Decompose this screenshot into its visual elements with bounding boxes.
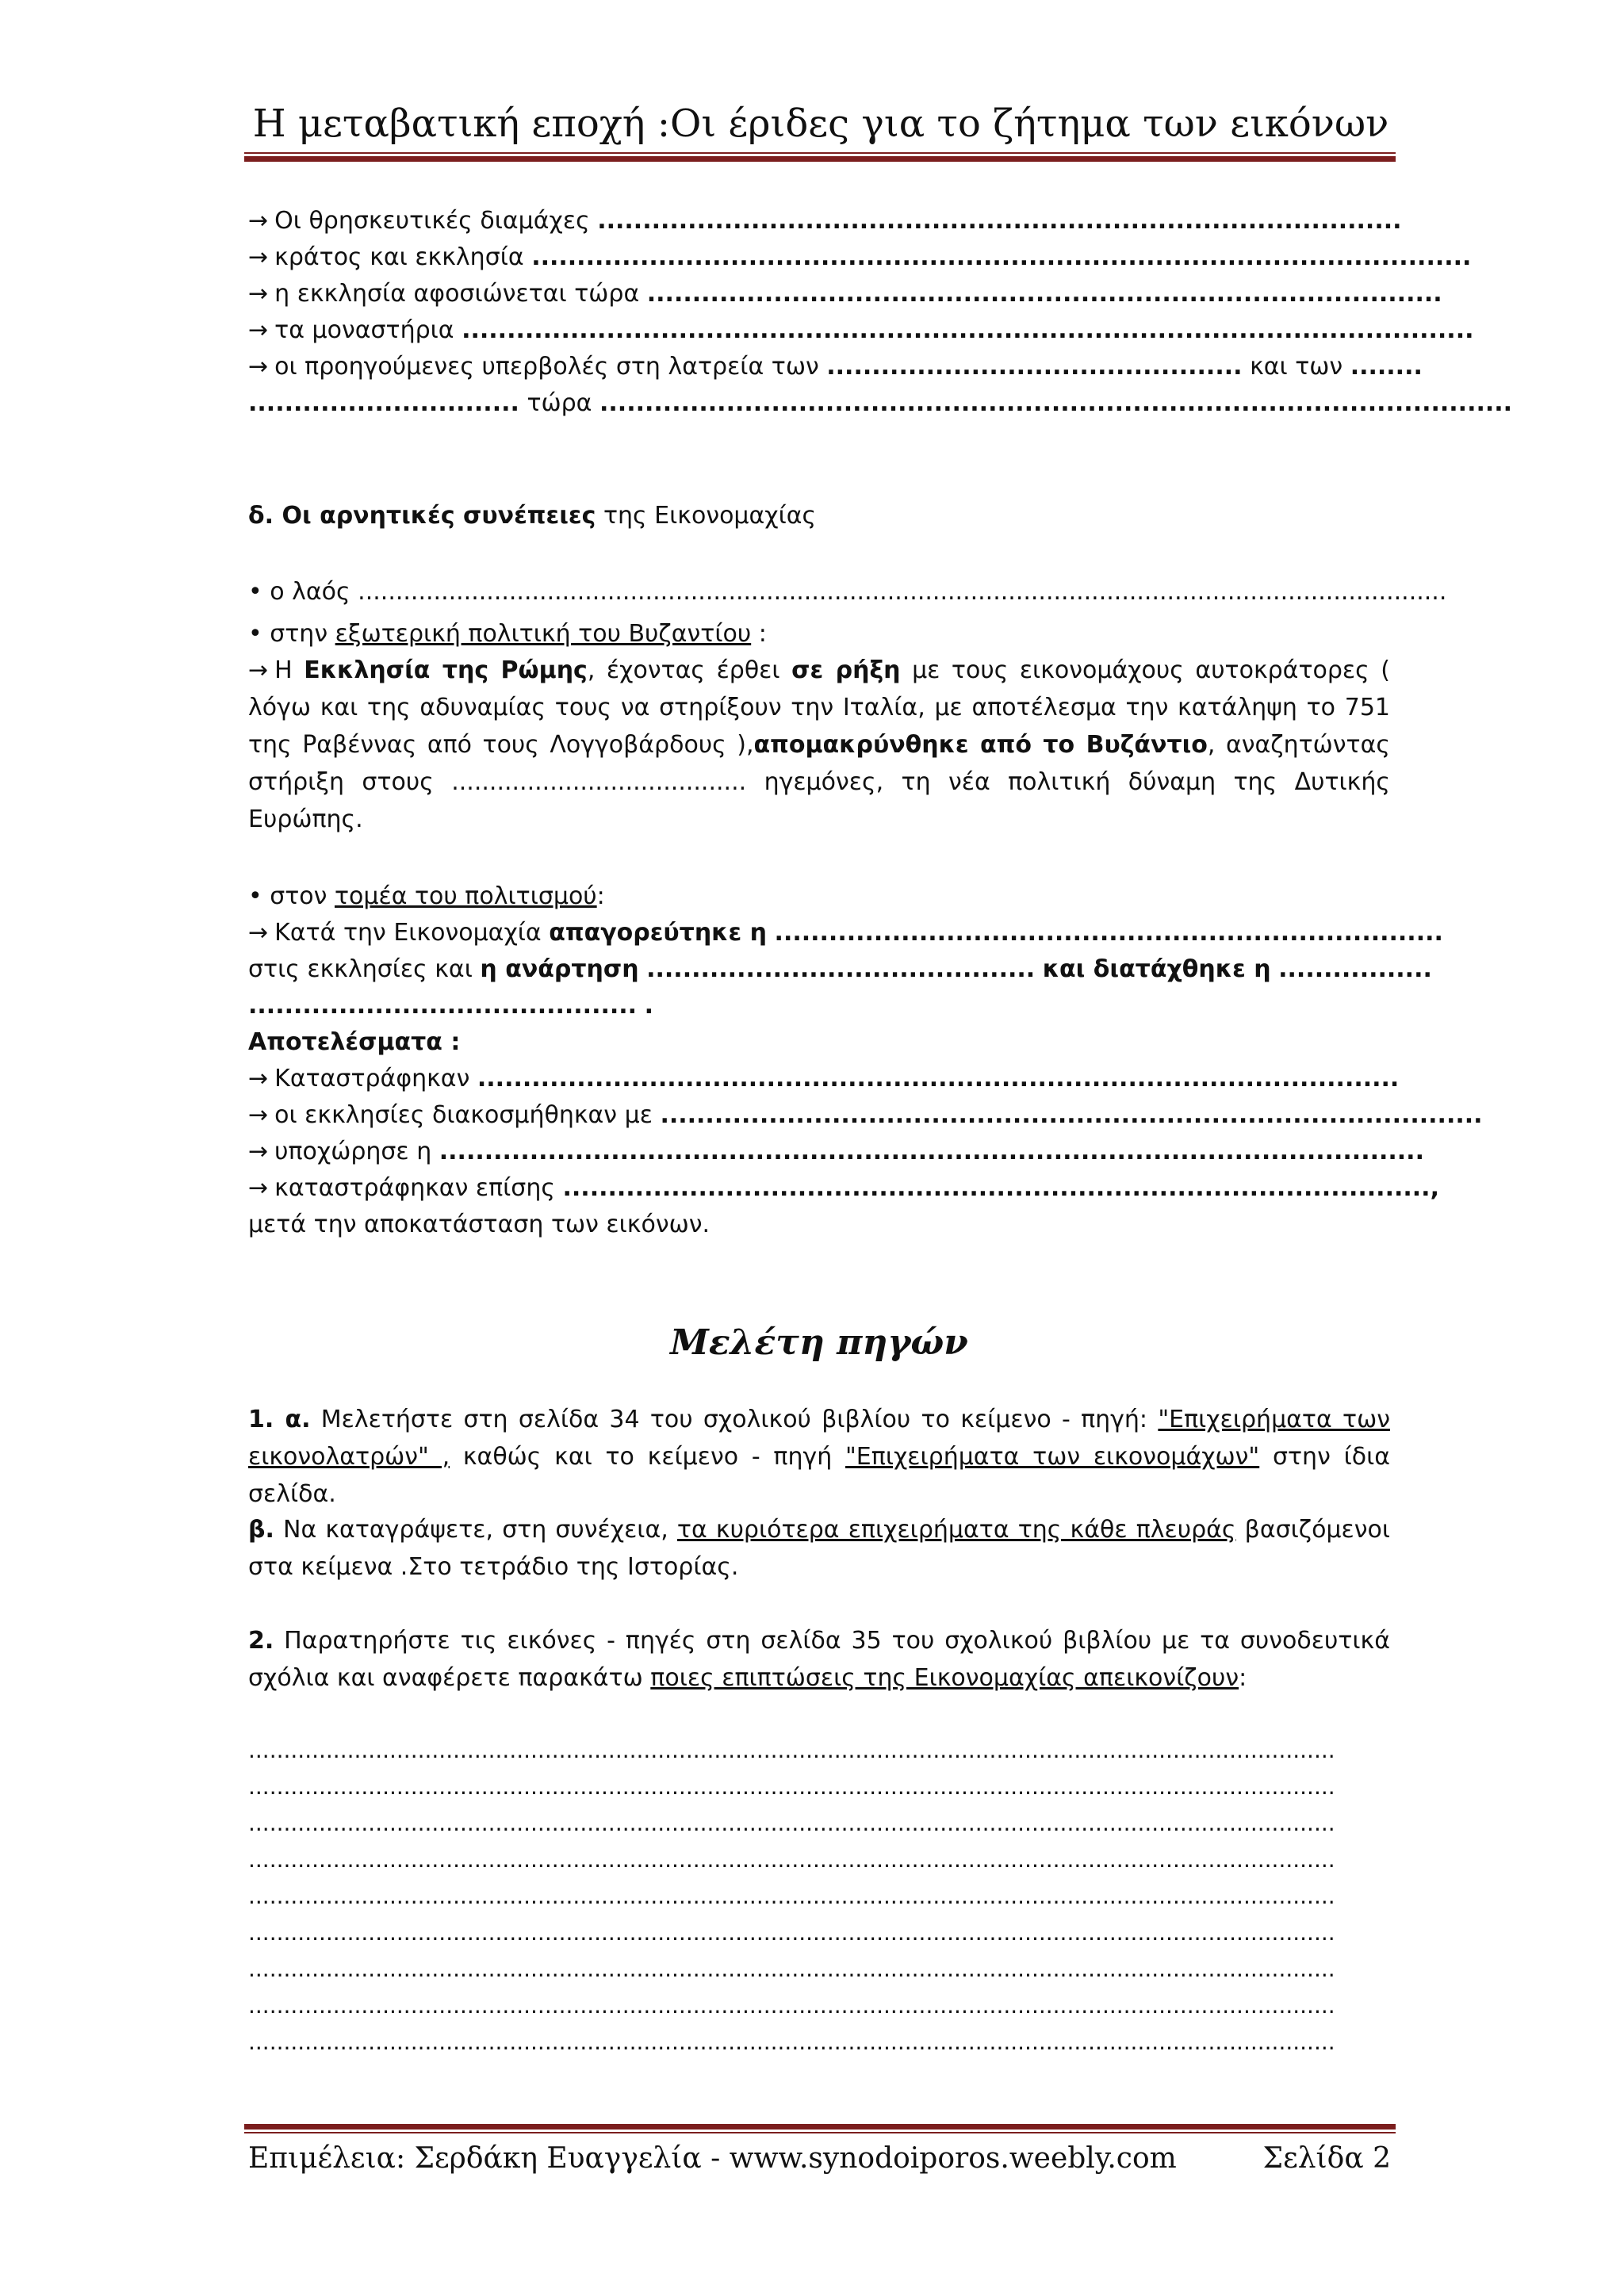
arrow-right-icon: → bbox=[248, 353, 269, 381]
answer-line: .......................................................................................................................................................... bbox=[248, 1810, 1335, 1836]
fill-in-blank: .......................................................................... bbox=[774, 919, 1443, 947]
list-item-continuation bbox=[248, 987, 1390, 1024]
question-2 bbox=[248, 1622, 1390, 1697]
list-item-text: καταστράφηκαν επίσης bbox=[274, 1174, 555, 1202]
arrow-right-icon: → bbox=[248, 1065, 269, 1093]
text-run: Παρατηρήστε τις εικόνες - πηγές στη σελίδα 35 του σχολικού βιβλίου με τα συνοδευτικά σχόλια και αναφέρετε παρακάτω bbox=[248, 1627, 1391, 1692]
answer-line: .......................................................................................................................................................... bbox=[248, 1737, 1335, 1763]
list-item bbox=[248, 275, 1442, 312]
rome-paragraph bbox=[248, 652, 1390, 838]
fill-in-blank: ............................................................................................................. bbox=[439, 1138, 1424, 1165]
text-run: Μελετήστε στη σελίδα 34 του σχολικού βιβλίου το κείμενο - πηγή: bbox=[320, 1406, 1148, 1433]
list-item-text-2: και των bbox=[1250, 353, 1343, 381]
bullet-item bbox=[248, 878, 1390, 915]
answer-line: .......................................................................................................................................................... bbox=[248, 1846, 1335, 1873]
bold-term: σε ρήξη bbox=[791, 656, 901, 684]
arrow-right-icon: → bbox=[248, 1101, 269, 1129]
underlined-term: τομέα του πολιτισμού bbox=[334, 882, 597, 910]
section-heading-rest: της Εικονομαχίας bbox=[603, 502, 817, 530]
text-run: , έχοντας έρθει bbox=[587, 656, 780, 684]
results-title: Αποτελέσματα : bbox=[248, 1028, 461, 1056]
fill-in-blank: ................. bbox=[1278, 955, 1432, 983]
arrow-right-icon: → bbox=[248, 280, 269, 308]
results-after bbox=[248, 1206, 1390, 1243]
answer-line: .......................................................................................................................................................... bbox=[248, 1774, 1335, 1800]
list-item-text: Οι θρησκευτικές διαμάχες bbox=[274, 207, 590, 235]
fill-in-blank: ........................................... bbox=[646, 955, 1036, 983]
results-heading bbox=[248, 1024, 1390, 1061]
list-item-text: τώρα bbox=[527, 389, 592, 417]
question-label: 2. bbox=[248, 1627, 274, 1655]
list-item-text: οι προηγούμενες υπερβολές στη λατρεία των bbox=[274, 353, 819, 381]
list-item-continuation bbox=[248, 951, 1432, 988]
bullet-text: • στον bbox=[248, 882, 327, 910]
footer-rule-thick bbox=[244, 2124, 1396, 2130]
bullet-suffix: : bbox=[596, 882, 605, 910]
underlined-term: εξωτερική πολιτική του Βυζαντίου bbox=[335, 620, 752, 648]
footer-page-number: Σελίδα 2 bbox=[1262, 2142, 1391, 2175]
page-header-title: Η μεταβατική εποχή :Οι έριδες για το ζήτημα των εικόνων bbox=[252, 101, 1389, 146]
list-item-text: τα μοναστήρια bbox=[274, 316, 454, 344]
underlined-term: "Επιχειρήματα των εικονομάχων" bbox=[845, 1443, 1260, 1471]
list-item bbox=[248, 312, 1474, 349]
text-run: στην ίδια σελίδα. bbox=[248, 1443, 1391, 1508]
bullet-item bbox=[248, 573, 1447, 610]
header-rule-thick bbox=[244, 156, 1396, 162]
underlined-term: "Επιχειρήματα των εικονολατρών" , bbox=[248, 1406, 1390, 1471]
underlined-term: ποιες επιπτώσεις της Εικονομαχίας απεικονίζουν bbox=[650, 1664, 1239, 1692]
bullet-item bbox=[248, 615, 1390, 652]
footer-rule-thin bbox=[244, 2132, 1396, 2133]
fill-in-blank: ........................................................................................... bbox=[660, 1101, 1483, 1129]
text-run: Κατά την Εικονομαχία bbox=[274, 919, 542, 947]
arrow-right-icon: → bbox=[248, 243, 269, 271]
list-item-text: υποχώρησε η bbox=[274, 1138, 432, 1165]
bullet-suffix: : bbox=[758, 620, 767, 648]
list-item bbox=[248, 1169, 1439, 1207]
fill-in-blank: ................................................................................................................ bbox=[462, 316, 1474, 344]
fill-in-blank: .............................................. bbox=[826, 353, 1243, 381]
list-item bbox=[248, 202, 1402, 239]
section-heading bbox=[248, 497, 1390, 534]
list-item-continuation bbox=[248, 385, 1513, 422]
section-heading-bold: δ. Οι αρνητικές συνέπειες bbox=[248, 502, 596, 530]
underlined-term: τα κυριότερα επιχειρήματα της κάθε πλευράς bbox=[676, 1516, 1236, 1544]
list-item bbox=[248, 914, 1443, 951]
bold-term: η ανάρτηση bbox=[480, 955, 639, 983]
arrow-right-icon: → bbox=[248, 919, 269, 947]
question-1 bbox=[248, 1401, 1390, 1513]
question-label: 1. α. bbox=[248, 1406, 311, 1433]
list-item bbox=[248, 1060, 1400, 1097]
fill-in-blank: ...................................................................................................... bbox=[477, 1065, 1400, 1093]
fill-in-blank: ..................................................................................................... bbox=[599, 389, 1513, 417]
fill-in-blank: .............................. bbox=[248, 389, 519, 417]
text-run: , αναζητώντας στήριξη στους bbox=[248, 731, 1390, 796]
list-item bbox=[248, 1133, 1424, 1170]
sources-title: Μελέτη πηγών bbox=[670, 1322, 968, 1363]
fill-in-blank: ................................................................................................................................................ bbox=[358, 578, 1447, 606]
answer-line: .......................................................................................................................................................... bbox=[248, 1992, 1335, 2019]
question-1b bbox=[248, 1511, 1390, 1586]
fill-in-blank: ........................................................................................................ bbox=[531, 243, 1472, 271]
text-run: . bbox=[644, 992, 654, 1020]
text-run: βασιζόμενοι στα κείμενα .Στο τετράδιο της Ιστορίας. bbox=[248, 1516, 1390, 1581]
arrow-right-icon: → bbox=[248, 656, 269, 684]
fill-in-blank: ........................................... bbox=[248, 992, 638, 1020]
text-run: καθώς και το κείμενο - πηγή bbox=[462, 1443, 833, 1471]
list-item-text: Καταστράφηκαν bbox=[274, 1065, 470, 1093]
bold-term: και διατάχθηκε η bbox=[1042, 955, 1271, 983]
fill-in-blank: ........ bbox=[1350, 353, 1423, 381]
arrow-right-icon: → bbox=[248, 207, 269, 235]
arrow-right-icon: → bbox=[248, 1138, 269, 1165]
arrow-right-icon: → bbox=[248, 1174, 269, 1202]
list-item bbox=[248, 348, 1423, 385]
bullet-text: • ο λαός bbox=[248, 578, 350, 606]
bullet-text: • στην bbox=[248, 620, 328, 648]
answer-line: .......................................................................................................................................................... bbox=[248, 1919, 1335, 1946]
fill-in-blank: ......................................................................................... bbox=[597, 207, 1402, 235]
text-run: ηγεμόνες, τη νέα πολιτική δύναμη της Δυτικής Ευρώπης. bbox=[248, 768, 1390, 833]
text-run: : bbox=[1239, 1664, 1247, 1692]
text-run: στις εκκλησίες και bbox=[248, 955, 473, 983]
question-label: β. bbox=[248, 1516, 274, 1544]
list-item-text: οι εκκλησίες διακοσμήθηκαν με bbox=[274, 1101, 653, 1129]
text-run: Να καταγράψετε, στη συνέχεια, bbox=[283, 1516, 668, 1544]
fill-in-blank: ................................................................................................, bbox=[562, 1174, 1439, 1202]
text-run: μετά την αποκατάσταση των εικόνων. bbox=[248, 1211, 710, 1238]
header-rule-thin bbox=[244, 152, 1396, 154]
text-run: με τους εικονομάχους αυτοκράτορες ( λόγω και της αδυναμίας τους να στηρίξουν την Ιταλία, με αποτέλεσμα την κατάληψη το 751 της Ραβέννας από τους Λογγοβάρδους ), bbox=[248, 656, 1390, 759]
list-item-text: κράτος και εκκλησία bbox=[274, 243, 524, 271]
footer-credit: Επιμέλεια: Σερδάκη Ευαγγελία - www.synodoiporos.weebly.com bbox=[248, 2142, 1177, 2175]
fill-in-blank: ....................................... bbox=[451, 768, 747, 796]
text-run: Η bbox=[274, 656, 293, 684]
bold-term: απαγορεύτηκε η bbox=[549, 919, 767, 947]
fill-in-blank: ........................................................................................ bbox=[646, 280, 1442, 308]
answer-line: .......................................................................................................................................................... bbox=[248, 1956, 1335, 1982]
answer-line: .......................................................................................................................................................... bbox=[248, 1883, 1335, 1909]
list-item bbox=[248, 239, 1472, 276]
answer-line: .......................................................................................................................................................... bbox=[248, 2029, 1335, 2055]
bold-term: απομακρύνθηκε από το Βυζάντιο bbox=[753, 731, 1208, 759]
arrow-right-icon: → bbox=[248, 316, 269, 344]
list-item bbox=[248, 1096, 1483, 1134]
list-item-text: η εκκλησία αφοσιώνεται τώρα bbox=[274, 280, 640, 308]
bold-term: Εκκλησία της Ρώμης bbox=[304, 656, 588, 684]
